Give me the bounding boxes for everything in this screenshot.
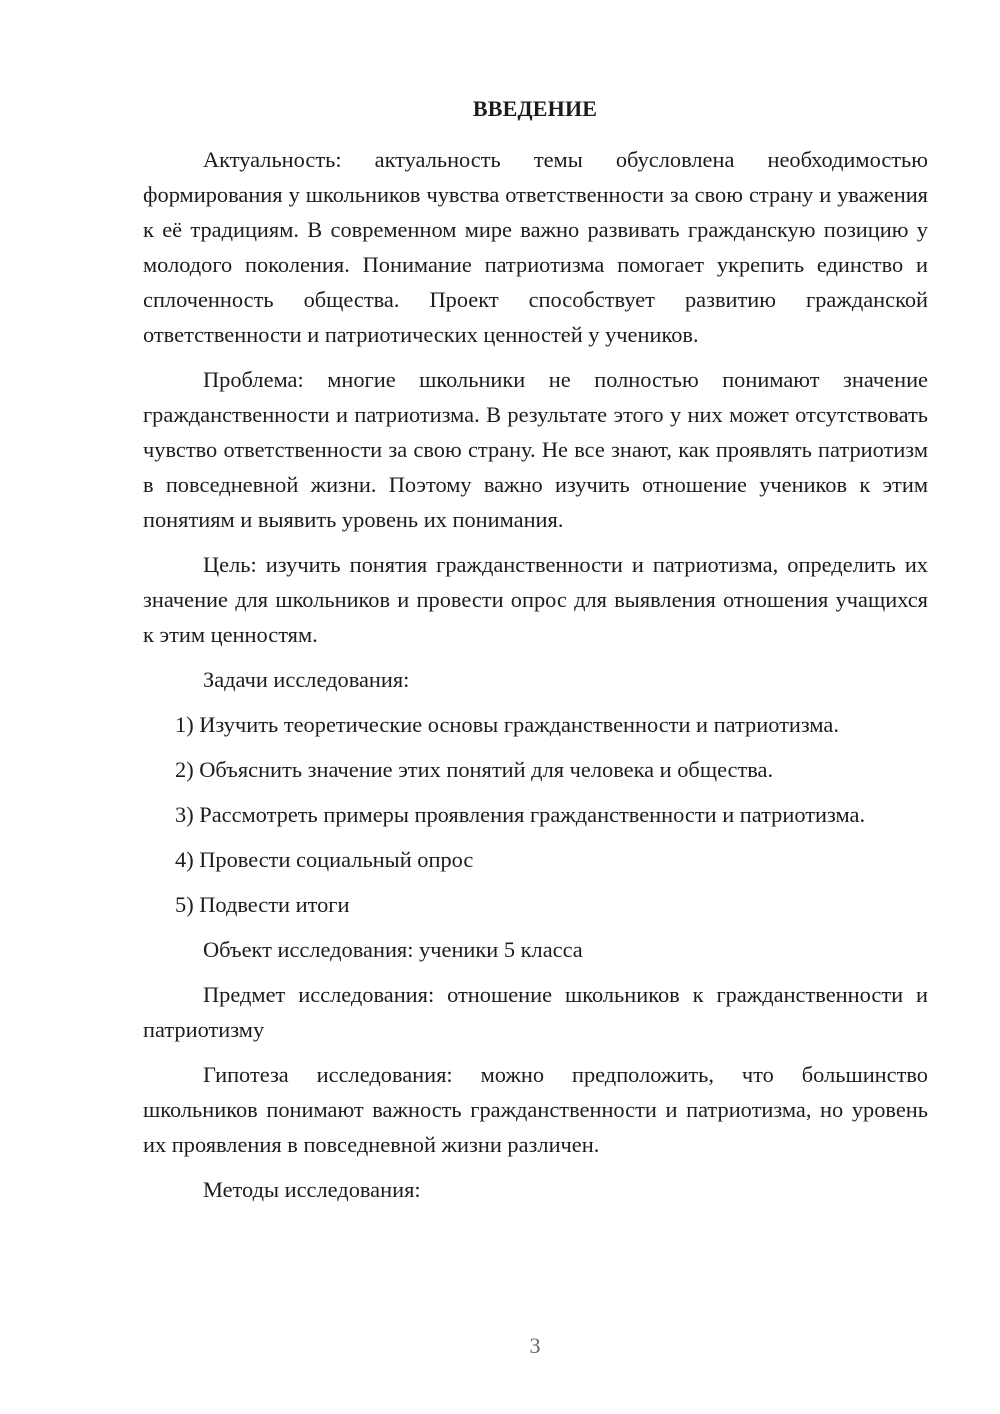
page-heading: ВВЕДЕНИЕ <box>472 96 598 121</box>
document-body <box>143 142 928 1217</box>
relevance-paragraph: Актуальность: актуальность темы обусловлена необходимостью формирования у школьников чувства ответственности за свою страну и уважения к её традициям. В современном мире важно развивать гражданскую позицию у молодого поколения. Понимание патриотизма помогает укрепить единство и сплоченность общества. Проект способствует развитию гражданской ответственности и патриотических ценностей у учеников. <box>143 147 928 347</box>
task-item-4: 4) Провести социальный опрос <box>175 847 474 872</box>
task-item-1: 1) Изучить теоретические основы гражданственности и патриотизма. <box>175 712 839 737</box>
subject-paragraph: Предмет исследования: отношение школьников к гражданственности и патриотизму <box>143 982 928 1042</box>
object-paragraph: Объект исследования: ученики 5 класса <box>203 937 583 962</box>
task-item-2: 2) Объяснить значение этих понятий для человека и общества. <box>175 757 774 782</box>
methods-title: Методы исследования: <box>203 1177 421 1202</box>
problem-paragraph: Проблема: многие школьники не полностью понимают значение гражданственности и патриотизма. В результате этого у них может отсутствовать чувство ответственности за свою страну. Не все знают, как проявлять патриотизм в повседневной жизни. Поэтому важно изучить отношение учеников к этим понятиям и выявить уровень их понимания. <box>143 367 928 532</box>
task-item-3: 3) Рассмотреть примеры проявления гражданственности и патриотизма. <box>175 802 866 827</box>
hypothesis-paragraph: Гипотеза исследования: можно предположить, что большинство школьников понимают важность гражданственности и патриотизма, но уровень их проявления в повседневной жизни различен. <box>143 1062 928 1157</box>
task-item-5: 5) Подвести итоги <box>175 892 350 917</box>
tasks-title: Задачи исследования: <box>203 667 410 692</box>
page-number: 3 <box>529 1333 541 1358</box>
goal-paragraph: Цель: изучить понятия гражданственности и патриотизма, определить их значение для школьников и провести опрос для выявления отношения учащихся к этим ценностям. <box>143 552 928 647</box>
